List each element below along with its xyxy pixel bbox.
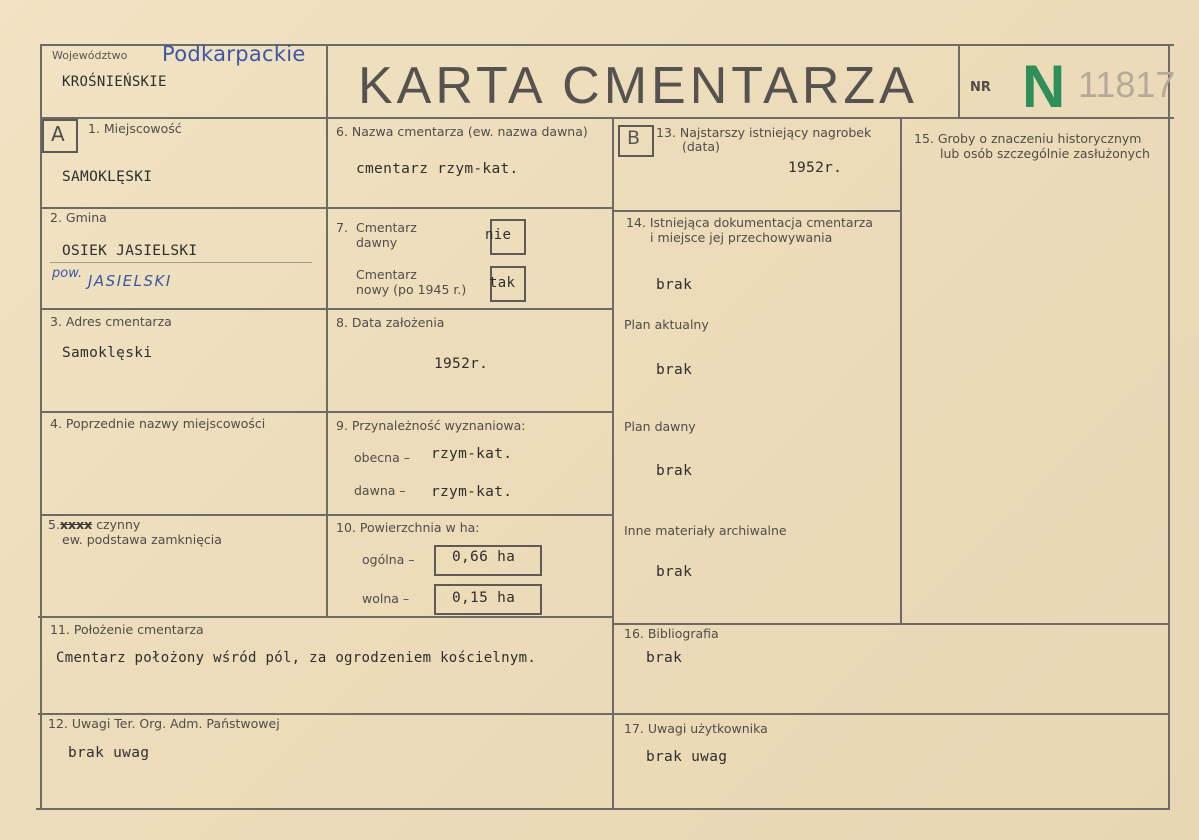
f5-struck: xxxx xyxy=(59,517,93,532)
f2-hand-value: JASIELSKI xyxy=(88,272,172,290)
f16-label: 16. Bibliografia xyxy=(624,626,719,641)
rule xyxy=(36,808,1170,810)
f17-value: brak uwag xyxy=(646,749,728,765)
f15-label-line1: 15. Groby o znaczeniu historycznym xyxy=(914,131,1142,146)
f10-total-value: 0,66 ha xyxy=(452,549,516,565)
f10-free-label: wolna – xyxy=(362,591,410,606)
rule-thin xyxy=(50,262,312,263)
f14-plan-old-label: Plan dawny xyxy=(624,419,696,434)
f10-free-value: 0,15 ha xyxy=(452,590,516,606)
f2-value: OSIEK JASIELSKI xyxy=(62,243,198,259)
f7-old-value: nie xyxy=(485,227,512,243)
rule xyxy=(614,623,1170,625)
voivodeship-stamp: Podkarpackie xyxy=(162,42,306,66)
rule xyxy=(38,616,614,618)
voivodeship-label: Województwo xyxy=(52,49,128,62)
f11-label: 11. Położenie cmentarza xyxy=(50,622,204,637)
f2-hand-prefix: pow. xyxy=(52,266,83,281)
nr-letter-stamp: N xyxy=(1022,53,1066,120)
rule xyxy=(42,117,1174,119)
f1-value: SAMOKLĘSKI xyxy=(62,169,153,185)
card-title: KARTA CMENTARZA xyxy=(358,57,918,115)
f2-label: 2. Gmina xyxy=(50,210,107,225)
rule xyxy=(1168,44,1170,810)
f14-label-line2: i miejsce jej przechowywania xyxy=(650,230,833,245)
nr-label: NR xyxy=(970,80,991,95)
f16-value: brak xyxy=(646,650,683,666)
section-b-letter: B xyxy=(627,127,641,149)
f4-label: 4. Poprzednie nazwy miejscowości xyxy=(50,416,266,431)
f7-label: 7. xyxy=(336,220,348,235)
f11-value: Cmentarz położony wśród pól, za ogrodzeniem kościelnym. xyxy=(56,650,537,666)
f3-value: Samoklęski xyxy=(62,345,153,361)
f5-rest: czynny xyxy=(96,517,141,532)
f7-new-line2: nowy (po 1945 r.) xyxy=(356,282,467,297)
f9-label: 9. Przynależność wyznaniowa: xyxy=(336,418,526,433)
section-a-letter: A xyxy=(51,122,65,146)
f14-plan-current-label: Plan aktualny xyxy=(624,317,709,332)
rule xyxy=(900,117,902,623)
f7-new-value: tak xyxy=(489,275,516,291)
f15-label-line2: lub osób szczególnie zasłużonych xyxy=(940,146,1150,161)
f12-value: brak uwag xyxy=(68,745,150,761)
f14-other-label: Inne materiały archiwalne xyxy=(624,523,787,538)
rule xyxy=(326,44,328,616)
f6-label: 6. Nazwa cmentarza (ew. nazwa dawna) xyxy=(336,124,588,139)
f14-plan-current-value: brak xyxy=(656,362,693,378)
f13-label-line1: 13. Najstarszy istniejący nagrobek xyxy=(656,125,872,140)
f13-value: 1952r. xyxy=(788,160,843,176)
f9-current-value: rzym-kat. xyxy=(431,446,513,462)
f1-label: 1. Miejscowość xyxy=(88,121,182,136)
f7-old-line1: Cmentarz xyxy=(356,220,417,235)
rule xyxy=(40,44,42,810)
f3-label: 3. Adres cmentarza xyxy=(50,314,172,329)
f8-value: 1952r. xyxy=(434,356,489,372)
f5-label xyxy=(48,518,140,532)
f10-label: 10. Powierzchnia w ha: xyxy=(336,520,480,535)
f8-label: 8. Data założenia xyxy=(336,315,445,330)
f6-value: cmentarz rzym-kat. xyxy=(356,161,519,177)
f5-num: 5. xyxy=(48,517,60,532)
rule xyxy=(612,117,614,810)
rule xyxy=(958,44,960,117)
f7-old-line2: dawny xyxy=(356,235,398,250)
rule xyxy=(38,713,1170,715)
rule xyxy=(614,210,902,212)
f7-new-line1: Cmentarz xyxy=(356,267,417,282)
f13-label-line2: (data) xyxy=(682,139,720,154)
f9-former-value: rzym-kat. xyxy=(431,484,513,500)
f17-label: 17. Uwagi użytkownika xyxy=(624,721,768,736)
f10-total-label: ogólna – xyxy=(362,552,415,567)
f5-label-line2: ew. podstawa zamknięcia xyxy=(62,532,222,547)
f14-other-value: brak xyxy=(656,564,693,580)
f14-plan-old-value: brak xyxy=(656,463,693,479)
f14-value: brak xyxy=(656,277,693,293)
f12-label: 12. Uwagi Ter. Org. Adm. Państwowej xyxy=(48,716,280,731)
nr-number: 11817 xyxy=(1078,64,1176,105)
f9-former-label: dawna – xyxy=(354,483,406,498)
voivodeship-value: KROŚNIEŃSKIE xyxy=(62,74,167,90)
f9-current-label: obecna – xyxy=(354,450,410,465)
f14-label-line1: 14. Istniejąca dokumentacja cmentarza xyxy=(626,215,873,230)
